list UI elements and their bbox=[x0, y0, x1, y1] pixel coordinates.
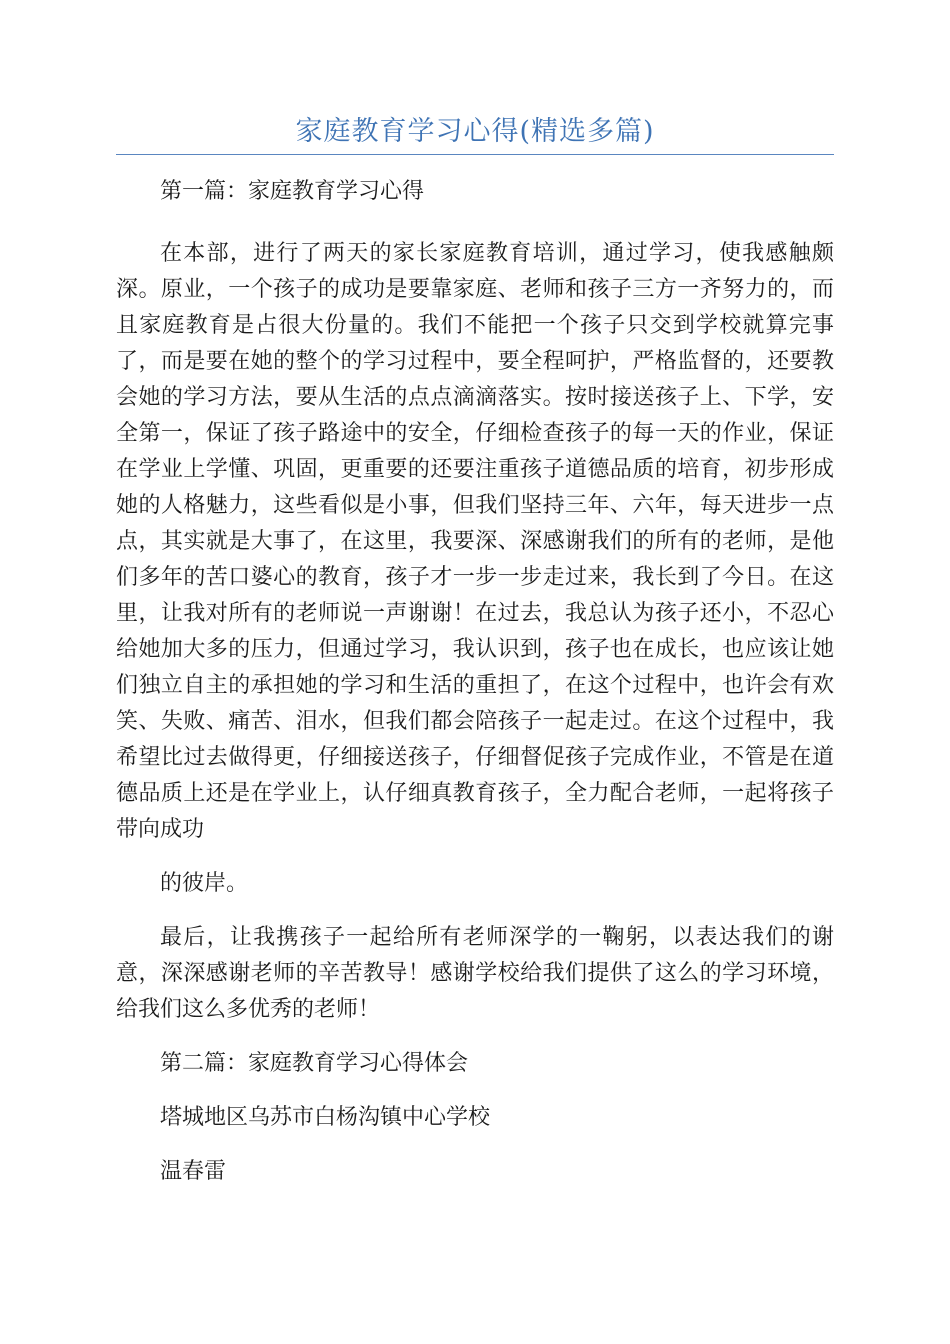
document-title: 家庭教育学习心得(精选多篇) bbox=[295, 116, 655, 147]
section1-paragraph-3: 最后，让我携孩子一起给所有老师深学的一鞠躬，以表达我们的谢意，深深感谢老师的辛苦教导！感谢学校给我们提供了这么的学习环境，给我们这么多优秀的老师！ bbox=[116, 925, 834, 1022]
section2-school-line: 塔城地区乌苏市白杨沟镇中心学校 bbox=[160, 1105, 491, 1130]
section1-paragraph-1: 在本部，进行了两天的家长家庭教育培训，通过学习，使我感触颇深。原业，一个孩子的成功是要靠家庭、老师和孩子三方一齐努力的，而且家庭教育是占很大份量的。我们不能把一个孩子只交到学校就算完事了，而是要在她的整个的学习过程中，要全程呵护，严格监督的，还要教会她的学习方法，要从生活的点点滴滴落实。按时接送孩子上、下学，安全第一，保证了孩子路途中的安全，仔细检查孩子的每一天的作业，保证在学业上学懂、巩固，更重要的还要注重孩子道德品质的培育，初步形成她的人格魅力，这些看似是小事，但我们坚持三年、六年，每天进步一点点，其实就是大事了，在这里，我要深、深感谢我们的所有的老师，是他们多年的苦口婆心的教育，孩子才一步一步走过来，我长到了今日。在这里，让我对所有的老师说一声谢谢！在过去，我总认为孩子还小，不忍心给她加大多的压力，但通过学习，我认识到，孩子也在成长，也应该让她们独立自主的承担她的学习和生活的重担了，在这个过程中，也许会有欢笑、失败、痛苦、泪水，但我们都会陪孩子一起走过。在这个过程中，我希望比过去做得更，仔细接送孩子，仔细督促孩子完成作业，不管是在道德品质上还是在学业上，认仔细真教育孩子，全力配合老师，一起将孩子带向成功 bbox=[116, 241, 834, 842]
document-body bbox=[116, 174, 834, 1190]
section1-heading: 第一篇：家庭教育学习心得 bbox=[160, 179, 425, 204]
section2-author-line: 温春雷 bbox=[160, 1159, 227, 1184]
section2-heading: 第二篇：家庭教育学习心得体会 bbox=[160, 1051, 469, 1076]
section1-paragraph-2: 的彼岸。 bbox=[160, 871, 249, 896]
title-underline bbox=[116, 154, 834, 155]
